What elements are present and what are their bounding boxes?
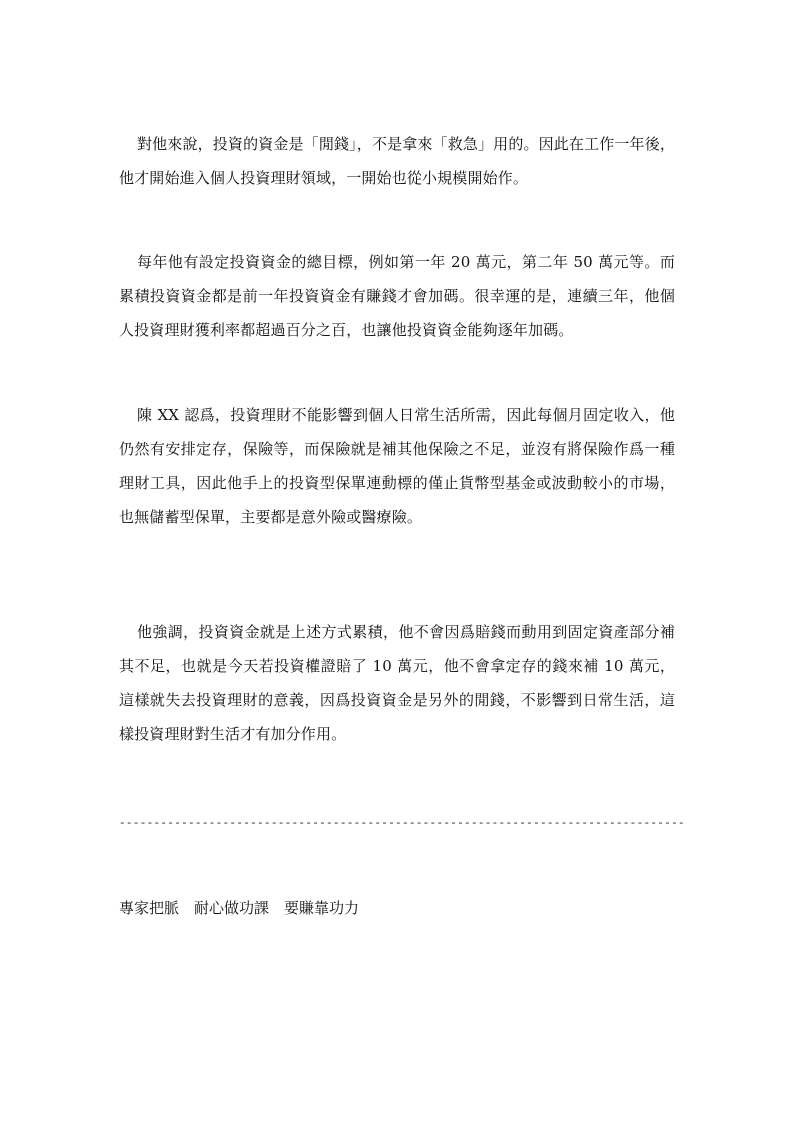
paragraph-insurance: 陳 XX 認爲，投資理財不能影響到個人日常生活所需，因此每個月固定收入，他仍然有安排定存，保險等，而保險就是補其他保險之不足，並沒有將保險作爲一種理財工具，因此他手上的投資型保單連動標的僅止貨幣型基金或波動較小的市場，也無儲蓄型保單，主要都是意外險或醫療險。 xyxy=(119,406,675,526)
paragraph-idle-money: 對他來說，投資的資金是「閒錢」，不是拿來「救急」用的。因此在工作一年後，他才開始進入個人投資理財領域，一開始也從小規模開始作。 xyxy=(119,135,675,187)
paragraph-investment-target: 每年他有設定投資資金的總目標，例如第一年 20 萬元，第二年 50 萬元等。而累積投資資金都是前一年投資資金有賺錢才會加碼。很幸運的是，連續三年，他個人投資理財獲利率都超過百分之百，也讓他投資資金能夠逐年加碼。 xyxy=(119,253,675,339)
section-heading: 專家把脈 耐心做功課 要賺靠功力 xyxy=(119,899,360,917)
section-divider: ---------------------------------------------------------------------------------- xyxy=(119,818,685,830)
paragraph-emphasis: 他強調，投資資金就是上述方式累積，他不會因爲賠錢而動用到固定資產部分補其不足，也就是今天若投資權證賠了 10 萬元，他不會拿定存的錢來補 10 萬元，這樣就失去投資理財的意義，因爲投資資金是另外的閒錢，不影響到日常生活，這樣投資理財對生活才有加分作用。 xyxy=(119,623,675,743)
